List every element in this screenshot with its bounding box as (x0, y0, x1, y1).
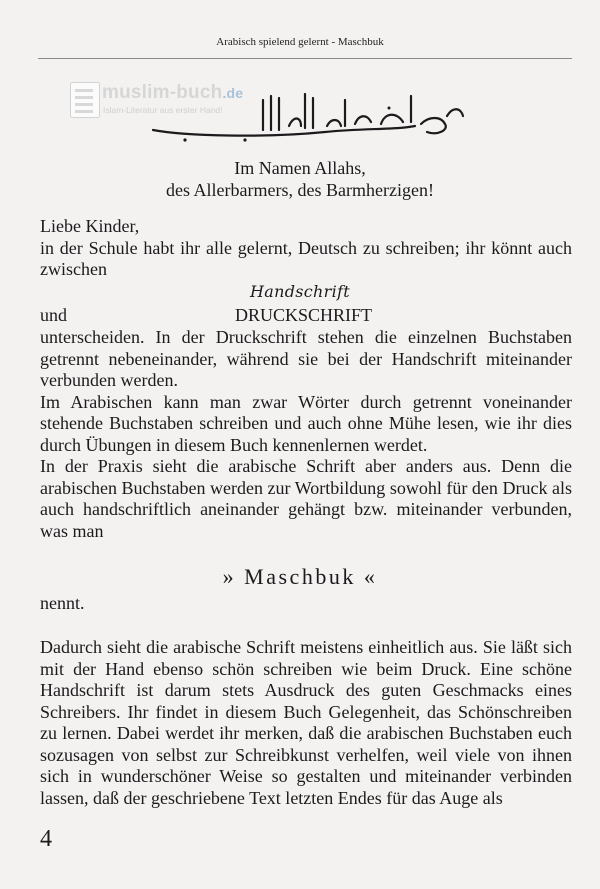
paragraph-4: Dadurch sieht die arabische Schrift meistens einheitlich aus. Sie läßt sich mit der Hand ebenso schön schreiben wie beim Druck. Eine schöne Handschrift ist darum stets Ausdruck des guten Geschmacks eines Schreibers. Ihr findet in diesem Buch Gelegenheit, das Schönschreiben zu lernen. Dabei werdet ihr merken, daß die arabischen Buchstaben euch sozusagen von selbst zur Schreibkunst verhelfen, weil viele von ihnen sich in wunderschöner Weise so gestalten und miteinander verbinden lassen, daß der geschriebene Text letzten Endes für das Auge als (40, 637, 572, 808)
invocation-line-2: des Allerbarmers, des Barmherzigen! (166, 180, 434, 200)
druckschrift-label: DRUCKSCHRIFT (235, 305, 373, 325)
intro-block (40, 216, 572, 281)
basmala-calligraphy-icon (145, 86, 470, 142)
page-number: 4 (40, 826, 52, 852)
paragraph-2: Im Arabischen kann man zwar Wörter durch getrennt voneinander stehende Buchstaben schreiben und auch ohne Mühe lesen, wie ihr dies durch Übungen in diesem Buch kennenlernen werdet. (40, 391, 572, 455)
body-paragraph-4-block (40, 637, 572, 809)
intro-text: in der Schule habt ihr alle gelernt, Deutsch zu schreiben; ihr könnt auch zwischen (40, 237, 572, 279)
running-header: Arabisch spielend gelernt - Maschbuk (216, 36, 384, 48)
header-rule (38, 58, 572, 59)
paragraph-1: unterscheiden. In der Druckschrift stehen die einzelnen Buchstaben getrennt nebeneinander, während sie bei der Handschrift miteinander verbunden werden. (40, 327, 572, 390)
maschbuk-term: » Maschbuk « (222, 564, 378, 589)
watermark-logo-icon (70, 82, 100, 118)
watermark-tagline: Islam-Literatur aus erster Hand! (103, 105, 223, 115)
body-paragraphs (40, 327, 572, 542)
greeting: Liebe Kinder, (40, 216, 140, 236)
handschrift-label: Handschrift (250, 282, 350, 301)
watermark-name: muslim-buch.de (102, 82, 244, 103)
paragraph-3: In der Praxis sieht die arabische Schrift aber anders aus. Denn die arabischen Buchstaben werden zur Wortbildung sowohl für den Druck als auch handschriftlich aneinander gehängt bzw. miteinander verbunden, was man (40, 456, 572, 541)
und-label: und (40, 305, 67, 325)
invocation-line-1: Im Namen Allahs, (234, 158, 366, 178)
nennt-line: nennt. (40, 593, 85, 613)
